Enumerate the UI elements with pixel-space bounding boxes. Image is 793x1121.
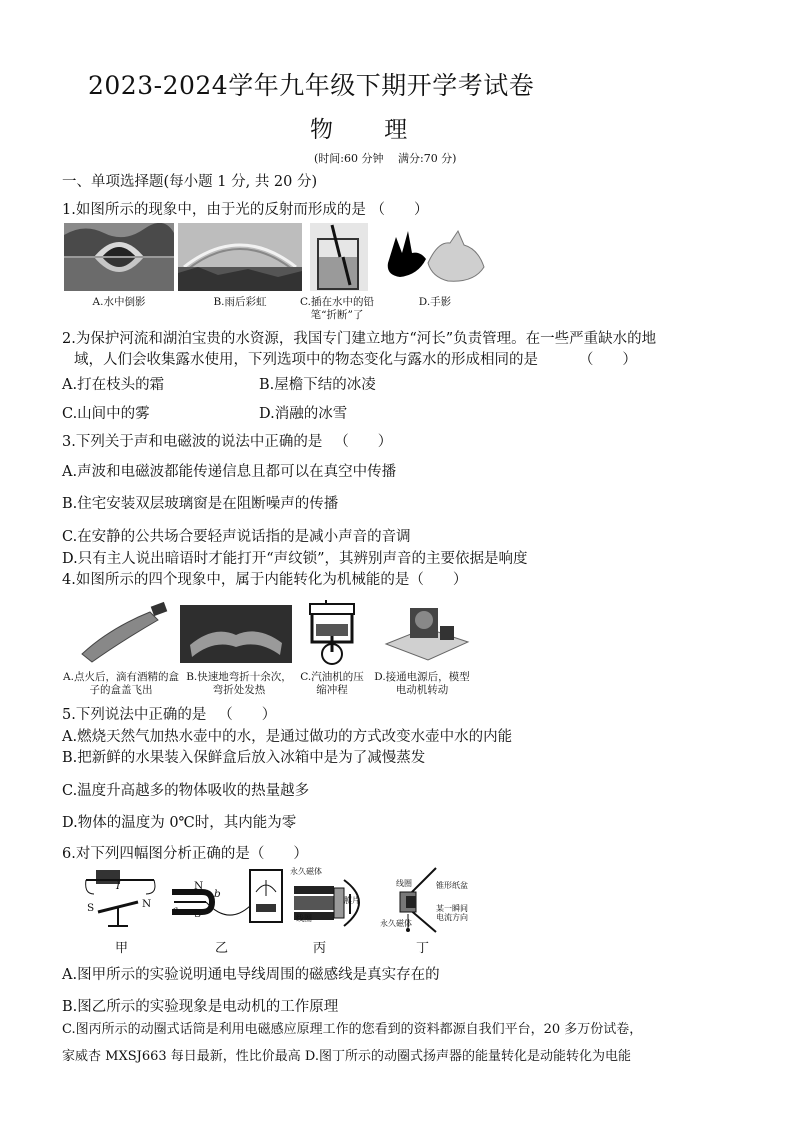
q2-option-c: C.山间中的雾 (62, 406, 150, 422)
q2-option-a: A.打在枝头的霜 (62, 377, 165, 393)
pencil-in-water-photo (310, 223, 368, 291)
q3-option-d: D.只有主人说出暗语时才能打开“声纹锁”，其辨别声音的主要依据是响度 (62, 551, 528, 567)
motor-model-photo (380, 598, 472, 668)
section-heading: 一、单项选择题(每小题 1 分, 共 20 分) (62, 174, 318, 190)
q4-stem: 4.如图所示的四个现象中，属于内能转化为机械能的是（ ） (62, 572, 468, 588)
q1-caption-a: A.水中倒影 (92, 296, 146, 308)
q2-option-b: B.屋檐下结的冰凌 (259, 377, 376, 393)
hand-shadow-photo (378, 223, 488, 291)
q5-stem: 5.下列说法中正确的是 （ ） (62, 707, 277, 723)
q6-fig-label-bing: 丙 (313, 941, 327, 956)
q5-option-c: C.温度升高越多的物体吸收的热量越多 (62, 783, 310, 799)
q3-option-b: B.住宅安装双层玻璃窗是在阻断噪声的传播 (62, 496, 339, 512)
q6-ding-label-current: 某一瞬间电流方向 (436, 904, 468, 922)
q4-photo-a (70, 598, 178, 668)
bridge-reflection-photo (64, 223, 174, 291)
q6-ding-label-cone: 锥形纸盆 (436, 881, 468, 890)
q6-bing-label-magnet: 永久磁体 (290, 867, 322, 876)
q6-jia-label-s: S (87, 902, 95, 914)
q6-yi-label-s: S (194, 908, 202, 920)
q1-photo-d (378, 223, 488, 291)
q4-photo-d (380, 598, 472, 668)
q6-jia-label-i: I (116, 880, 121, 892)
q1-caption-b: B.雨后彩虹 (213, 296, 267, 308)
q6-ding-label-coil: 线圈 (396, 879, 412, 888)
q4-caption-d: D.接通电源后，模型电动机转动 (374, 671, 470, 696)
q6-yi-label-b: b (214, 888, 221, 900)
q6-option-c-line2: 家威杏 MXSJ663 每日最新，性比价最高 D.图丁所示的动圈式扬声器的能量转化是动能转化为电能 (62, 1049, 631, 1064)
q4-caption-c: C.汽油机的压缩冲程 (300, 671, 364, 696)
q1-photo-b (178, 223, 302, 291)
alcohol-box-photo (70, 598, 178, 668)
q5-option-a: A.燃烧天然气加热水壶中的水，是通过做功的方式改变水壶中水的内能 (62, 729, 513, 745)
q1-photo-a (64, 223, 174, 291)
q2-stem-line1: 2.为保护河流和湖泊宝贵的水资源，我国专门建立地方“河长”负责管理。在一些严重缺水的地 (62, 331, 657, 347)
q2-stem-line2: 域，人们会收集露水使用，下列选项中的物态变化与露水的形成相同的是 （ ） (74, 352, 637, 368)
q1-stem: 1.如图所示的现象中，由于光的反射而形成的是 （ ） (62, 202, 429, 218)
bending-wire-photo (180, 605, 292, 663)
q1-caption-d: D.手影 (418, 296, 452, 308)
q6-bing-label-diaphragm: 膜片 (344, 896, 360, 905)
q6-option-b: B.图乙所示的实验现象是电动机的工作原理 (62, 999, 339, 1015)
subject-title: 物 理 (310, 117, 430, 143)
engine-cylinder-icon (300, 598, 364, 668)
q1-photo-c (310, 223, 368, 291)
q6-fig-label-ding: 丁 (416, 941, 430, 956)
q6-ding-label-magnet: 永久磁体 (380, 919, 412, 928)
q6-option-a: A.图甲所示的实验说明通电导线周围的磁感线是真实存在的 (62, 967, 440, 983)
q3-stem: 3.下列关于声和电磁波的说法中正确的是 （ ） (62, 434, 393, 450)
q2-option-d: D.消融的冰雪 (259, 406, 348, 422)
q3-option-c: C.在安静的公共场合要轻声说话指的是减小声音的音调 (62, 529, 411, 545)
q5-option-b: B.把新鲜的水果装入保鲜盒后放入冰箱中是为了减慢蒸发 (62, 750, 426, 766)
q3-option-a: A.声波和电磁波都能传递信息且都可以在真空中传播 (62, 464, 397, 480)
q6-yi-label-a: a (172, 904, 179, 916)
q6-bing-label-coil: 线圈 (296, 914, 312, 923)
q6-figure-yi (166, 866, 290, 932)
exam-title: 2023-2024学年九年级下期开学考试卷 (88, 71, 535, 100)
q6-fig-label-yi: 乙 (215, 941, 229, 956)
q6-stem: 6.对下列四幅图分析正确的是（ ） (62, 846, 308, 862)
q6-yi-label-n: N (194, 880, 204, 892)
q6-option-c-line1: C.图丙所示的动圈式话筒是利用电磁感应原理工作的您看到的资料都源自我们平台，20 多万份试卷， (62, 1022, 643, 1037)
q4-photo-b (180, 605, 292, 663)
q4-diagram-c (300, 598, 364, 668)
time-info: (时间:60 分钟 满分:70 分) (314, 152, 457, 165)
q4-caption-b: B.快速地弯折十余次，弯折处发热 (186, 671, 292, 696)
q1-caption-c: C.插在水中的铅笔“折断”了 (300, 296, 374, 321)
rainbow-photo (178, 223, 302, 291)
q6-fig-label-jia: 甲 (115, 941, 129, 956)
electromagnetic-induction-icon (166, 866, 290, 932)
q4-caption-a: A.点火后，滴有酒精的盒子的盒盖飞出 (63, 671, 179, 696)
q5-option-d: D.物体的温度为 0℃时，其内能为零 (62, 815, 297, 831)
q6-jia-label-n: N (142, 898, 152, 910)
